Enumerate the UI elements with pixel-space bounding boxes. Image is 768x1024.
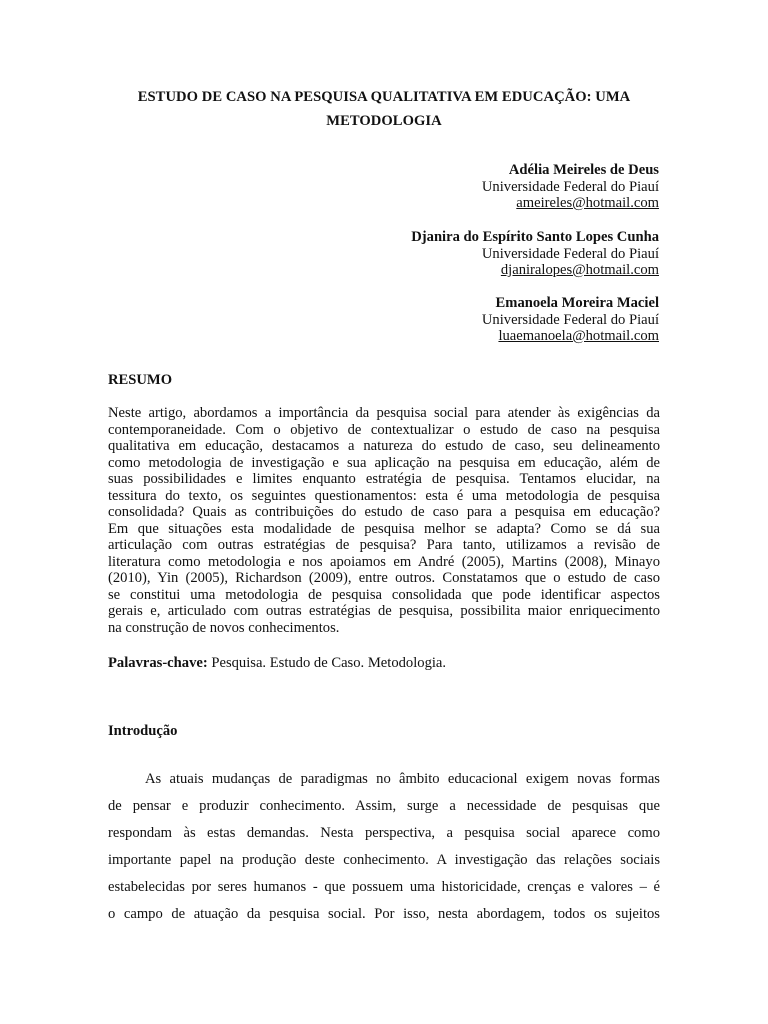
author-affiliation: Universidade Federal do Piauí (481, 178, 659, 195)
abstract-line: Neste artigo, abordamos a importância da pesquisa social para atender às exigências da (108, 405, 660, 421)
author-email-link[interactable]: djaniralopes@hotmail.com (500, 262, 659, 278)
abstract-line: tessitura do texto, os seguintes questionamentos: esta é uma metodologia de pesquisa (108, 487, 660, 504)
author-name: Adélia Meireles de Deus (508, 162, 659, 178)
keywords-line (108, 654, 446, 672)
intro-line: respondam às estas demandas. Nesta perspectiva, a pesquisa social aparece como (108, 825, 660, 841)
abstract-line: suas possibilidades e limites enquanto estratégia de pesquisa. Tentamos elucidar, na (108, 471, 660, 487)
paper-title-line-1: ESTUDO DE CASO NA PESQUISA QUALITATIVA EM EDUCAÇÃO: UMA (137, 89, 631, 105)
author-block (411, 229, 659, 279)
abstract-line: na construção de novos conhecimentos. (108, 619, 340, 636)
intro-line: importante papel na produção deste conhecimento. A investigação das relações sociais (108, 852, 660, 868)
author-block (482, 162, 659, 212)
keywords-label: Palavras-chave: (108, 655, 208, 671)
intro-line: o campo de atuação da pesquisa social. Por isso, nesta abordagem, todos os sujeitos (108, 906, 660, 922)
abstract-line: Em que situações esta modalidade de pesquisa melhor se adapta? Como se dá sua (108, 520, 660, 537)
abstract-line: literatura como metodologia e nos apoiamos em André (2005), Martins (2008), Minayo (108, 553, 660, 570)
abstract-line: gerais e, articulado com outras estratégias de pesquisa, possibilita maior enriquecimento (108, 603, 660, 619)
abstract-heading: RESUMO (108, 372, 173, 388)
intro-line: As atuais mudanças de paradigmas no âmbito educacional exigem novas formas (145, 771, 660, 787)
abstract-line: qualitativa em educação, destacamos a natureza do estudo de caso, seu delineamento (108, 438, 660, 454)
abstract-line: consolidada? Quais as contribuições do estudo de caso para a pesquisa em educação? (108, 504, 660, 520)
abstract-line: se constitui uma metodologia de pesquisa consolidada que pode identificar aspectos (108, 586, 660, 603)
author-name: Djanira do Espírito Santo Lopes Cunha (411, 229, 659, 245)
intro-line: estabelecidas por seres humanos - que possuem uma historicidade, crenças e valores – é (108, 879, 660, 895)
abstract-line: articulação com outras estratégias de pesquisa? Para tanto, utilizamos a revisão de (108, 537, 660, 553)
introduction-body (108, 766, 660, 928)
abstract-line: (2010), Yin (2005), Richardson (2009), entre outros. Constatamos que o estudo de caso (108, 570, 660, 586)
author-name: Emanoela Moreira Maciel (495, 295, 659, 311)
intro-line: de pensar e produzir conhecimento. Assim, surge a necessidade de pesquisas que (108, 798, 660, 814)
author-block (482, 295, 659, 345)
author-affiliation: Universidade Federal do Piauí (481, 245, 659, 262)
abstract-body (108, 405, 660, 636)
paper-title-line-2: METODOLOGIA (326, 113, 442, 129)
introduction-heading: Introdução (108, 723, 178, 739)
author-email-link[interactable]: ameireles@hotmail.com (516, 195, 659, 211)
author-affiliation: Universidade Federal do Piauí (481, 311, 659, 328)
abstract-line: como metodologia de investigação e sua aplicação na pesquisa em educação, além de (108, 454, 660, 471)
author-email-link[interactable]: luaemanoela@hotmail.com (498, 328, 659, 344)
keywords-text: Pesquisa. Estudo de Caso. Metodologia. (207, 655, 447, 671)
abstract-line: contemporaneidade. Com o objetivo de contextualizar o estudo de caso na pesquisa (108, 421, 660, 438)
